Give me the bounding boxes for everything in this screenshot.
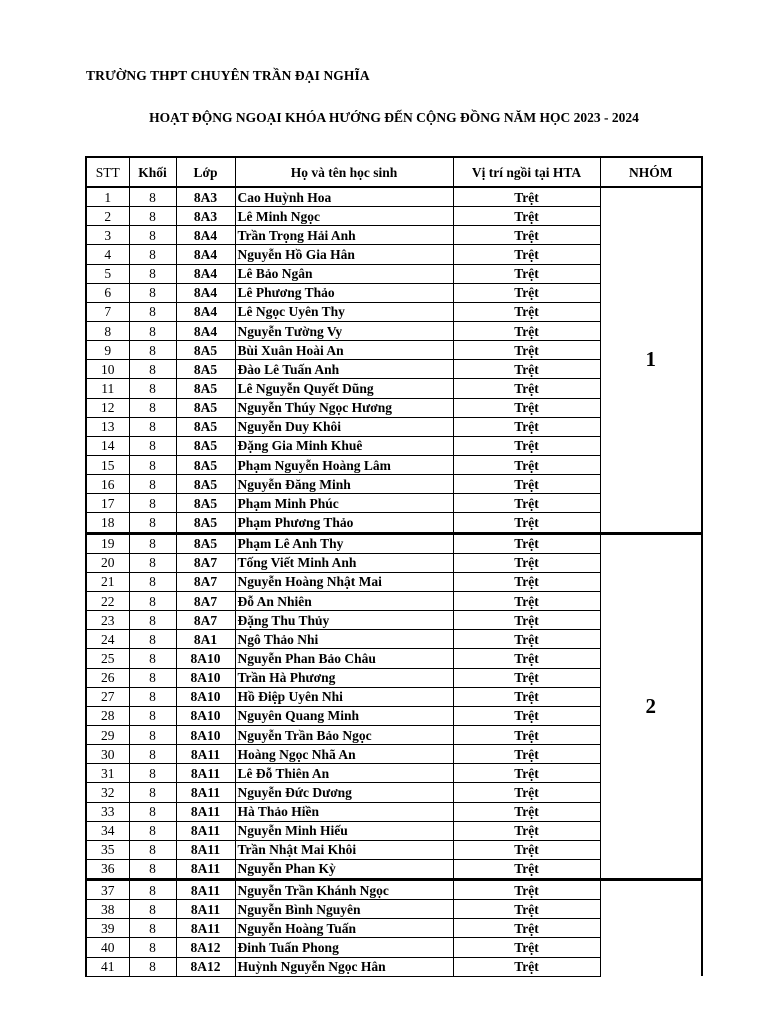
seat-position-cell: Trệt — [453, 900, 600, 919]
student-name-cell: Nguyễn Phan Kỳ — [235, 859, 453, 879]
grade-cell: 8 — [129, 821, 176, 840]
seat-position-cell: Trệt — [453, 938, 600, 957]
grade-cell: 8 — [129, 668, 176, 687]
grade-cell: 8 — [129, 938, 176, 957]
seat-position-cell: Trệt — [453, 880, 600, 900]
stt-cell: 35 — [86, 840, 129, 859]
header-class: Lớp — [176, 157, 235, 187]
grade-cell: 8 — [129, 341, 176, 360]
seat-position-cell: Trệt — [453, 725, 600, 744]
student-name-cell: Ngô Thảo Nhi — [235, 630, 453, 649]
grade-cell: 8 — [129, 745, 176, 764]
class-cell: 8A5 — [176, 360, 235, 379]
grade-cell: 8 — [129, 630, 176, 649]
class-cell: 8A11 — [176, 859, 235, 879]
seat-position-cell: Trệt — [453, 611, 600, 630]
seat-position-cell: Trệt — [453, 821, 600, 840]
student-name-cell: Phạm Nguyễn Hoàng Lâm — [235, 455, 453, 474]
class-cell: 8A5 — [176, 379, 235, 398]
stt-cell: 38 — [86, 900, 129, 919]
student-name-cell: Tống Viết Minh Anh — [235, 553, 453, 572]
student-name-cell: Cao Huỳnh Hoa — [235, 187, 453, 207]
class-cell: 8A1 — [176, 630, 235, 649]
group-number-cell: 2 — [600, 533, 702, 880]
stt-cell: 40 — [86, 938, 129, 957]
class-cell: 8A11 — [176, 783, 235, 802]
document-title: HOẠT ĐỘNG NGOẠI KHÓA HƯỚNG ĐẾN CỘNG ĐỒNG NĂM HỌC 2023 - 2024 — [149, 110, 639, 125]
stt-cell: 24 — [86, 630, 129, 649]
stt-cell: 7 — [86, 302, 129, 321]
student-name-cell: Nguyễn Duy Khôi — [235, 417, 453, 436]
class-cell: 8A4 — [176, 264, 235, 283]
header-seat-position: Vị trí ngồi tại HTA — [453, 157, 600, 187]
grade-cell: 8 — [129, 553, 176, 572]
seat-position-cell: Trệt — [453, 455, 600, 474]
grade-cell: 8 — [129, 245, 176, 264]
stt-cell: 20 — [86, 553, 129, 572]
class-cell: 8A5 — [176, 533, 235, 553]
class-cell: 8A5 — [176, 436, 235, 455]
class-cell: 8A11 — [176, 764, 235, 783]
stt-cell: 11 — [86, 379, 129, 398]
group-number-cell: 1 — [600, 187, 702, 533]
grade-cell: 8 — [129, 919, 176, 938]
stt-cell: 15 — [86, 455, 129, 474]
stt-cell: 29 — [86, 725, 129, 744]
student-name-cell: Nguyễn Trần Bảo Ngọc — [235, 725, 453, 744]
student-name-cell: Bùi Xuân Hoài An — [235, 341, 453, 360]
student-name-cell: Nguyễn Hồ Gia Hân — [235, 245, 453, 264]
grade-cell: 8 — [129, 533, 176, 553]
class-cell: 8A10 — [176, 668, 235, 687]
student-name-cell: Hồ Điệp Uyên Nhi — [235, 687, 453, 706]
class-cell: 8A4 — [176, 283, 235, 302]
seat-position-cell: Trệt — [453, 226, 600, 245]
class-cell: 8A11 — [176, 745, 235, 764]
student-name-cell: Hoàng Ngọc Nhã An — [235, 745, 453, 764]
seat-position-cell: Trệt — [453, 398, 600, 417]
stt-cell: 23 — [86, 611, 129, 630]
stt-cell: 9 — [86, 341, 129, 360]
student-name-cell: Đinh Tuấn Phong — [235, 938, 453, 957]
class-cell: 8A11 — [176, 802, 235, 821]
seat-position-cell: Trệt — [453, 187, 600, 207]
stt-cell: 39 — [86, 919, 129, 938]
seat-position-cell: Trệt — [453, 764, 600, 783]
seat-position-cell: Trệt — [453, 360, 600, 379]
stt-cell: 30 — [86, 745, 129, 764]
grade-cell: 8 — [129, 379, 176, 398]
grade-cell: 8 — [129, 513, 176, 533]
stt-cell: 31 — [86, 764, 129, 783]
grade-cell: 8 — [129, 725, 176, 744]
class-cell: 8A11 — [176, 821, 235, 840]
grade-cell: 8 — [129, 900, 176, 919]
class-cell: 8A5 — [176, 494, 235, 513]
stt-cell: 21 — [86, 572, 129, 591]
student-name-cell: Lê Phương Thảo — [235, 283, 453, 302]
student-name-cell: Phạm Lê Anh Thy — [235, 533, 453, 553]
grade-cell: 8 — [129, 187, 176, 207]
class-cell: 8A5 — [176, 475, 235, 494]
seat-position-cell: Trệt — [453, 436, 600, 455]
stt-cell: 6 — [86, 283, 129, 302]
grade-cell: 8 — [129, 572, 176, 591]
header-row — [86, 157, 702, 187]
student-name-cell: Nguyễn Hoàng Tuấn — [235, 919, 453, 938]
seat-position-cell: Trệt — [453, 207, 600, 226]
stt-cell: 26 — [86, 668, 129, 687]
student-name-cell: Lê Minh Ngọc — [235, 207, 453, 226]
school-name: TRƯỜNG THPT CHUYÊN TRẦN ĐẠI NGHĨA — [86, 68, 370, 83]
seat-position-cell: Trệt — [453, 957, 600, 976]
student-name-cell: Lê Ngọc Uyên Thy — [235, 302, 453, 321]
stt-cell: 41 — [86, 957, 129, 976]
student-name-cell: Lê Nguyễn Quyết Dũng — [235, 379, 453, 398]
table-row — [86, 533, 702, 553]
grade-cell: 8 — [129, 264, 176, 283]
class-cell: 8A11 — [176, 900, 235, 919]
header-student-name: Họ và tên học sinh — [235, 157, 453, 187]
grade-cell: 8 — [129, 649, 176, 668]
class-cell: 8A11 — [176, 840, 235, 859]
group-number-cell — [600, 880, 702, 977]
class-cell: 8A10 — [176, 706, 235, 725]
grade-cell: 8 — [129, 226, 176, 245]
stt-cell: 36 — [86, 859, 129, 879]
student-name-cell: Trần Trọng Hải Anh — [235, 226, 453, 245]
stt-cell: 19 — [86, 533, 129, 553]
class-cell: 8A4 — [176, 321, 235, 340]
class-cell: 8A4 — [176, 302, 235, 321]
class-cell: 8A3 — [176, 187, 235, 207]
grade-cell: 8 — [129, 957, 176, 976]
seat-position-cell: Trệt — [453, 687, 600, 706]
seat-position-cell: Trệt — [453, 321, 600, 340]
class-cell: 8A10 — [176, 687, 235, 706]
student-name-cell: Đào Lê Tuấn Anh — [235, 360, 453, 379]
seat-position-cell: Trệt — [453, 591, 600, 610]
grade-cell: 8 — [129, 859, 176, 879]
student-name-cell: Trần Hà Phương — [235, 668, 453, 687]
stt-cell: 22 — [86, 591, 129, 610]
grade-cell: 8 — [129, 475, 176, 494]
class-cell: 8A7 — [176, 553, 235, 572]
grade-cell: 8 — [129, 207, 176, 226]
student-name-cell: Trần Nhật Mai Khôi — [235, 840, 453, 859]
seat-position-cell: Trệt — [453, 745, 600, 764]
student-name-cell: Lê Bảo Ngân — [235, 264, 453, 283]
student-name-cell: Nguyễn Thúy Ngọc Hương — [235, 398, 453, 417]
seat-position-cell: Trệt — [453, 475, 600, 494]
class-cell: 8A7 — [176, 572, 235, 591]
student-name-cell: Nguyễn Phan Bảo Châu — [235, 649, 453, 668]
table-body — [86, 187, 702, 976]
seat-position-cell: Trệt — [453, 783, 600, 802]
seat-position-cell: Trệt — [453, 533, 600, 553]
class-cell: 8A5 — [176, 455, 235, 474]
student-name-cell: Đặng Gia Minh Khuê — [235, 436, 453, 455]
class-cell: 8A4 — [176, 245, 235, 264]
header-group: NHÓM — [600, 157, 702, 187]
seat-position-cell: Trệt — [453, 668, 600, 687]
class-cell: 8A3 — [176, 207, 235, 226]
stt-cell: 32 — [86, 783, 129, 802]
class-cell: 8A11 — [176, 919, 235, 938]
class-cell: 8A5 — [176, 341, 235, 360]
student-name-cell: Đỗ An Nhiên — [235, 591, 453, 610]
grade-cell: 8 — [129, 880, 176, 900]
stt-cell: 14 — [86, 436, 129, 455]
stt-cell: 4 — [86, 245, 129, 264]
stt-cell: 37 — [86, 880, 129, 900]
header-grade: Khối — [129, 157, 176, 187]
student-name-cell: Huỳnh Nguyễn Ngọc Hân — [235, 957, 453, 976]
stt-cell: 16 — [86, 475, 129, 494]
table-row — [86, 187, 702, 207]
seat-position-cell: Trệt — [453, 630, 600, 649]
class-cell: 8A10 — [176, 649, 235, 668]
class-cell: 8A11 — [176, 880, 235, 900]
seat-position-cell: Trệt — [453, 859, 600, 879]
grade-cell: 8 — [129, 494, 176, 513]
student-name-cell: Nguyễn Đức Dương — [235, 783, 453, 802]
grade-cell: 8 — [129, 783, 176, 802]
stt-cell: 34 — [86, 821, 129, 840]
class-cell: 8A10 — [176, 725, 235, 744]
seat-position-cell: Trệt — [453, 706, 600, 725]
student-name-cell: Nguyên Quang Minh — [235, 706, 453, 725]
class-cell: 8A5 — [176, 417, 235, 436]
stt-cell: 18 — [86, 513, 129, 533]
stt-cell: 3 — [86, 226, 129, 245]
student-table-container — [85, 156, 703, 977]
student-name-cell: Nguyễn Đăng Minh — [235, 475, 453, 494]
student-name-cell: Phạm Phương Thảo — [235, 513, 453, 533]
seat-position-cell: Trệt — [453, 283, 600, 302]
stt-cell: 27 — [86, 687, 129, 706]
grade-cell: 8 — [129, 302, 176, 321]
grade-cell: 8 — [129, 436, 176, 455]
stt-cell: 10 — [86, 360, 129, 379]
class-cell: 8A5 — [176, 398, 235, 417]
seat-position-cell: Trệt — [453, 572, 600, 591]
seat-position-cell: Trệt — [453, 802, 600, 821]
stt-cell: 2 — [86, 207, 129, 226]
student-name-cell: Nguyễn Tường Vy — [235, 321, 453, 340]
student-name-cell: Nguyễn Trần Khánh Ngọc — [235, 880, 453, 900]
student-name-cell: Phạm Minh Phúc — [235, 494, 453, 513]
class-cell: 8A7 — [176, 591, 235, 610]
student-name-cell: Nguyễn Hoàng Nhật Mai — [235, 572, 453, 591]
stt-cell: 25 — [86, 649, 129, 668]
seat-position-cell: Trệt — [453, 840, 600, 859]
student-name-cell: Lê Đỗ Thiên An — [235, 764, 453, 783]
student-name-cell: Hà Thảo Hiền — [235, 802, 453, 821]
seat-position-cell: Trệt — [453, 513, 600, 533]
stt-cell: 28 — [86, 706, 129, 725]
stt-cell: 12 — [86, 398, 129, 417]
grade-cell: 8 — [129, 321, 176, 340]
seat-position-cell: Trệt — [453, 379, 600, 398]
seat-position-cell: Trệt — [453, 649, 600, 668]
seat-position-cell: Trệt — [453, 341, 600, 360]
student-name-cell: Nguyễn Minh Hiếu — [235, 821, 453, 840]
seat-position-cell: Trệt — [453, 302, 600, 321]
class-cell: 8A7 — [176, 611, 235, 630]
class-cell: 8A4 — [176, 226, 235, 245]
table-row — [86, 880, 702, 900]
seat-position-cell: Trệt — [453, 264, 600, 283]
grade-cell: 8 — [129, 360, 176, 379]
grade-cell: 8 — [129, 840, 176, 859]
grade-cell: 8 — [129, 417, 176, 436]
student-name-cell: Đặng Thu Thủy — [235, 611, 453, 630]
student-name-cell: Nguyễn Bình Nguyên — [235, 900, 453, 919]
seat-position-cell: Trệt — [453, 494, 600, 513]
grade-cell: 8 — [129, 802, 176, 821]
class-cell: 8A12 — [176, 957, 235, 976]
grade-cell: 8 — [129, 611, 176, 630]
stt-cell: 13 — [86, 417, 129, 436]
seat-position-cell: Trệt — [453, 553, 600, 572]
grade-cell: 8 — [129, 398, 176, 417]
grade-cell: 8 — [129, 591, 176, 610]
stt-cell: 1 — [86, 187, 129, 207]
grade-cell: 8 — [129, 455, 176, 474]
class-cell: 8A12 — [176, 938, 235, 957]
header-stt: STT — [86, 157, 129, 187]
student-table — [85, 156, 703, 977]
grade-cell: 8 — [129, 764, 176, 783]
grade-cell: 8 — [129, 706, 176, 725]
stt-cell: 33 — [86, 802, 129, 821]
seat-position-cell: Trệt — [453, 919, 600, 938]
seat-position-cell: Trệt — [453, 245, 600, 264]
grade-cell: 8 — [129, 283, 176, 302]
stt-cell: 17 — [86, 494, 129, 513]
grade-cell: 8 — [129, 687, 176, 706]
seat-position-cell: Trệt — [453, 417, 600, 436]
stt-cell: 5 — [86, 264, 129, 283]
stt-cell: 8 — [86, 321, 129, 340]
class-cell: 8A5 — [176, 513, 235, 533]
